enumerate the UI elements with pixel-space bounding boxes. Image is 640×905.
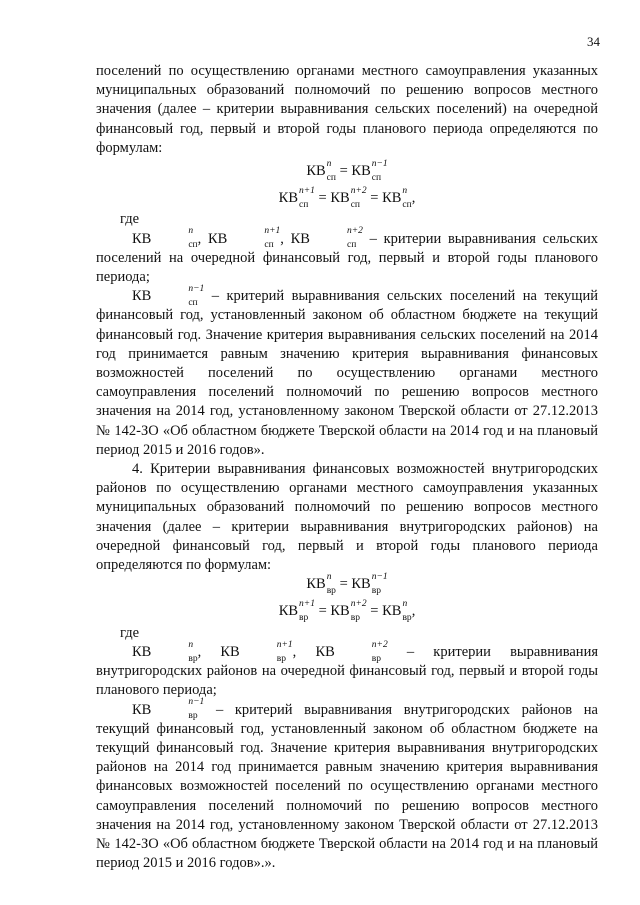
page-number: 34 [587,34,600,49]
where-label: где [120,211,140,228]
paragraph-vr-intro: 4. Критерии выравнивания финансовых возможностей внутригородских районов по осуществлению органами местного самоуправления указанных муниципальных образований полномочий по решению вопросов местного значения (далее – критерии выравнивания внутригородских районов) на очередной финансовый год, первый и второй годы планового периода определяются по формулам: [96,461,598,574]
formula-sp-current: КВ n сп = КВ n−1 сп [306,158,388,183]
definition-sp-plan: КВ n сп , КВ n+1 сп , КВ n+2 сп – критерии выравнивания сельских поселений на очередной финансовый год, первый и второй годы планового периода; [96,226,598,286]
document-body [96,62,598,873]
paragraph-sp-intro: поселений по осуществлению органами местного самоуправления указанных муниципальных образований полномочий по решению вопросов местного значения (далее – критерии выравнивания сельских поселений) на очередной финансовый год, первый и второй годы планового периода определяются по формулам: [96,63,598,156]
definition-vr-current: КВ n−1 вр – критерий выравнивания внутригородских районов на текущий финансовый год, установленный законом об областном бюджете на текущий финансовый год. Значение критерия выравнивания внутригородских районов на 2014 год принимается равным значению критерия выравнивания финансовых возможностей поселений по осуществлению органами местного самоуправления поселений полномочий по решению вопросов местного значения на 2014 год, установленному законом Тверской области от 27.12.2013 № 142-ЗО «Об областном бюджете Тверской области на 2014 год и на плановый период 2015 и 2016 годов».». [96,697,598,872]
definition-vr-plan: КВ n вр , КВ n+1 вр , КВ n+2 вр – критерии выравнивания внутригородских районов на очередной финансовый год, первый и второй годы планового периода; [96,639,598,699]
formula-vr-current: КВ n вр = КВ n−1 вр [306,571,388,596]
formula-vr-plan: КВ n+1 вр = КВ n+2 вр = КВ n вр , [278,599,416,624]
formula-symbol: КВ n сп [306,158,336,183]
definition-sp-current: КВ n−1 сп – критерий выравнивания сельских поселений на текущий финансовый год, установленный законом об областном бюджете на текущий финансовый год. Значение критерия выравнивания сельских поселений на 2014 год принимается равным значению критерия выравнивания финансовых возможностей поселений по осуществлению органами местного самоуправления поселений полномочий по решению вопросов местного значения на 2014 год, установленному законом Тверской области от 27.12.2013 № 142-ЗО «Об областном бюджете Тверской области на 2014 год и на плановый период 2015 и 2016 годов». [96,283,598,458]
formula-symbol: КВ n−1 сп [351,158,388,183]
formula-sp-plan: КВ n+1 сп = КВ n+2 сп = КВ n сп , [278,185,416,210]
where-label: где [120,624,140,641]
